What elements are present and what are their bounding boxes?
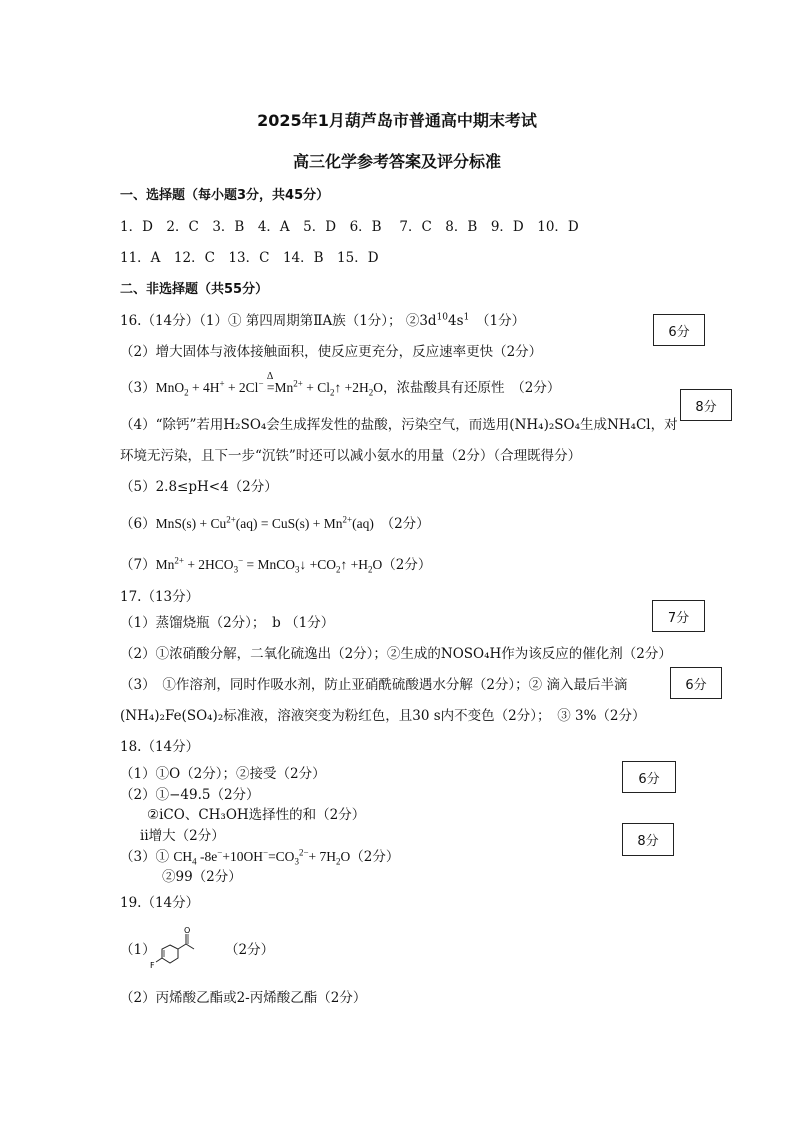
choice-answers-row-1: 1．D 2．C 3．B 4．A 5．D 6．B 7．C 8．B 9．D 10．D: [120, 219, 579, 235]
q17-part1: （1）蒸馏烧瓶（2分）； b （1分）: [120, 615, 335, 631]
score-box-q17-a: 7分: [652, 600, 705, 632]
q18-part3-tail: （2分）: [350, 849, 400, 865]
q17-heading: 17.（13分）: [120, 589, 200, 605]
page-subtitle: 高三化学参考答案及评分标准: [292, 152, 501, 171]
q18-part3-label: （3）①: [120, 849, 170, 865]
score-box-q16-a: 6分: [653, 314, 705, 346]
q16-part3: [120, 371, 561, 398]
q16-part1-text: 16.（14分）（1）① 第四周期第ⅡA族（1分）； ②: [120, 313, 420, 329]
q18-part2-b: ②ⅰCO、CH₃OH选择性的和（2分）: [147, 807, 366, 823]
equation-mnco3: $Mn^{2+} + 2HCO_3^-$ = MnCO$_3$↓ $+CO_2↑ +H_2O$: [155, 555, 383, 575]
config-sup-1: 1: [463, 312, 470, 323]
q18-heading: 18.（14分）: [120, 739, 200, 755]
structure-4-fluoroacetophenone: [148, 925, 218, 973]
electron-config: [419, 313, 469, 329]
config-sup-10: 10: [436, 312, 449, 323]
q17-part3-line1: （3） ①作溶剂，同时作吸水剂，防止亚硝酰硫酸遇水分解（2分）；② 滴入最后半滴: [120, 677, 628, 693]
q18-part3-b: ②99（2分）: [162, 869, 242, 885]
q19-part2: （2）丙烯酸乙酯或2-丙烯酸乙酯（2分）: [120, 990, 367, 1006]
q16-part3-tail: ，浓盐酸具有还原性 （2分）: [382, 380, 561, 396]
equation-ch4-fuel-cell: $CH_4$ $-8e^-+10OH^-=CO_3^{2-}+ 7H_2O$: [173, 847, 351, 867]
q18-part2-a: （2）①−49.5（2分）: [120, 787, 260, 803]
oxygen-label: O: [184, 926, 191, 935]
q16-part2: （2）增大固体与液体接触面积，使反应更充分，反应速率更快（2分）: [120, 344, 543, 360]
q16-part6-tail: （2分）: [373, 516, 430, 532]
q19-heading: 19.（14分）: [120, 895, 200, 911]
q18-part2-c: ⅱ增大（2分）: [140, 828, 225, 844]
q17-part2: （2）①浓硝酸分解，二氧化硫逸出（2分）；②生成的NOSO₄H作为该反应的催化剂（2分）: [120, 646, 672, 662]
section-heading-choice: 一、选择题（每小题3分，共45分）: [120, 188, 330, 203]
q16-part7-tail: （2分）: [382, 557, 432, 573]
q18-part1: （1）①O（2分）；②接受（2分）: [120, 766, 326, 782]
config-3d: 3d: [419, 313, 437, 329]
q19-part1-score: （2分）: [225, 942, 275, 958]
q16-part1-score: （1分）: [469, 313, 526, 329]
score-box-q18-b: 8分: [622, 823, 674, 856]
q16-part5: （5）2.8≤pH<4（2分）: [120, 479, 278, 495]
score-box-q17-b: 6分: [670, 667, 722, 699]
bond-to-carbonyl: [178, 944, 186, 949]
q17-part3-line2: (NH₄)₂Fe(SO₄)₂标准液，溶液突变为粉红色，且30 s内不变色（2分）； ③ 3%（2分）: [120, 708, 646, 724]
q16-part6-label: （6）: [120, 516, 156, 532]
q16-part4-line2: 环境无污染，且下一步“沉铁”时还可以减小氨水的用量（2分）（合理既得分）: [120, 448, 582, 464]
q19-part1-label: （1）: [120, 942, 156, 958]
q16-part6: [120, 515, 430, 533]
q18-part3-a: [120, 848, 399, 866]
q16-part7-label: （7）: [120, 557, 156, 573]
fluorine-label: F: [150, 961, 155, 970]
section-heading-nonchoice: 二、非选择题（共55分）: [120, 282, 269, 297]
methyl-bond: [186, 944, 194, 949]
q16-part1: [120, 312, 525, 330]
q16-part3-label: （3）: [120, 380, 156, 396]
score-box-q16-b: 8分: [680, 389, 732, 421]
q16-part7: [120, 556, 431, 574]
equation-mns-cu: $MnS(s) + Cu^{2+}(aq) = CuS(s) + Mn^{2+}(aq)$: [155, 514, 374, 531]
q16-part4-line1: （4）“除钙”若用H₂SO₄会生成挥发性的盐酸，污染空气，而选用(NH₄)₂SO₄生成NH₄Cl，对: [120, 417, 678, 433]
score-box-q18-a: 6分: [622, 761, 676, 793]
bond-to-fluorine: [156, 958, 162, 962]
page-title: 2025年1月葫芦岛市普通高中期末考试: [257, 111, 537, 130]
equation-mno2-hcl: MnO$_2$ + 4H+ + 2Cl− = Δ $Mn^{2+}$ + $Cl_2↑ +2H_2O$: [155, 371, 383, 398]
choice-answers-row-2: 11．A 12．C 13．C 14．B 15．D: [120, 250, 379, 266]
config-4s: 4s: [448, 313, 464, 329]
